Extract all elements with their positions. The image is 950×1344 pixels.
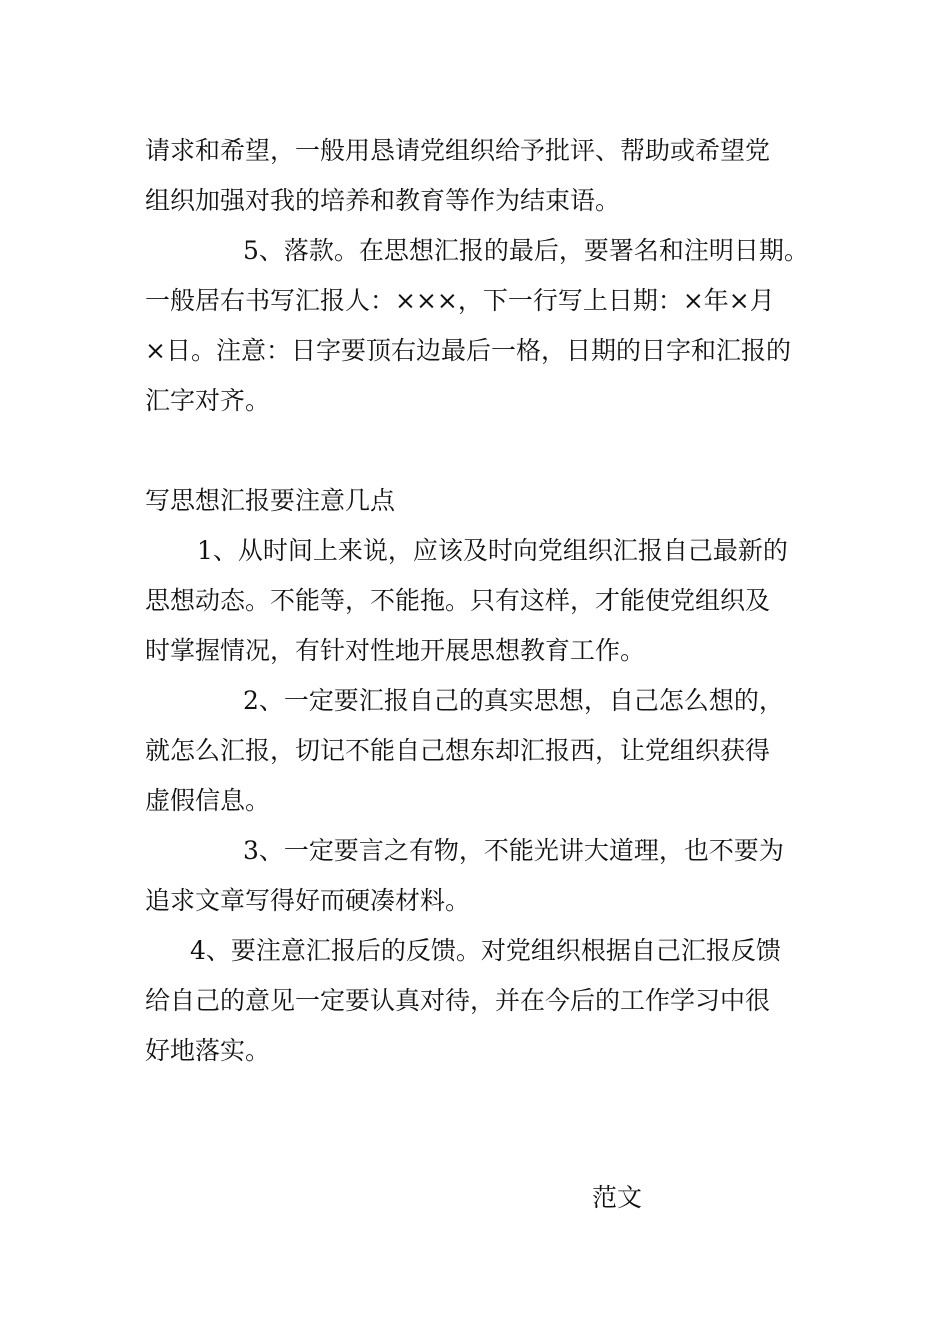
sample-heading: 范文 <box>592 1183 643 1212</box>
text-line: 1、从时间上来说，应该及时向党组织汇报自己最新的 <box>197 536 788 565</box>
text-line: 2、一定要汇报自己的真实思想，自己怎么想的， <box>243 686 784 715</box>
text-line: 4、要注意汇报后的反馈。对党组织根据自己汇报反馈 <box>190 936 781 965</box>
text-line: 一般居右书写汇报人：×××，下一行写上日期：×年×月 <box>145 286 775 315</box>
text-line: 5、落款。在思想汇报的最后，要署名和注明日期。 <box>243 236 809 265</box>
text-line: ×日。注意：日字要顶右边最后一格，日期的日字和汇报的 <box>145 336 791 365</box>
text-line: 请求和希望，一般用恳请党组织给予批评、帮助或希望党 <box>145 136 771 165</box>
text-line: 好地落实。 <box>145 1036 271 1065</box>
text-line: 组织加强对我的培养和教育等作为结束语。 <box>145 186 621 215</box>
text-line: 时掌握情况，有针对性地开展思想教育工作。 <box>145 636 646 665</box>
text-line: 3、一定要言之有物，不能光讲大道理，也不要为 <box>243 836 784 865</box>
text-line: 追求文章写得好而硬凑材料。 <box>145 886 471 915</box>
section-heading: 写思想汇报要注意几点 <box>145 486 396 515</box>
text-line: 就怎么汇报，切记不能自己想东却汇报西，让党组织获得 <box>145 736 771 765</box>
text-line: 汇字对齐。 <box>145 386 271 415</box>
text-line: 虚假信息。 <box>145 786 271 815</box>
text-line: 思想动态。不能等，不能拖。只有这样，才能使党组织及 <box>145 586 771 615</box>
text-line: 给自己的意见一定要认真对待，并在今后的工作学习中很 <box>145 986 771 1015</box>
